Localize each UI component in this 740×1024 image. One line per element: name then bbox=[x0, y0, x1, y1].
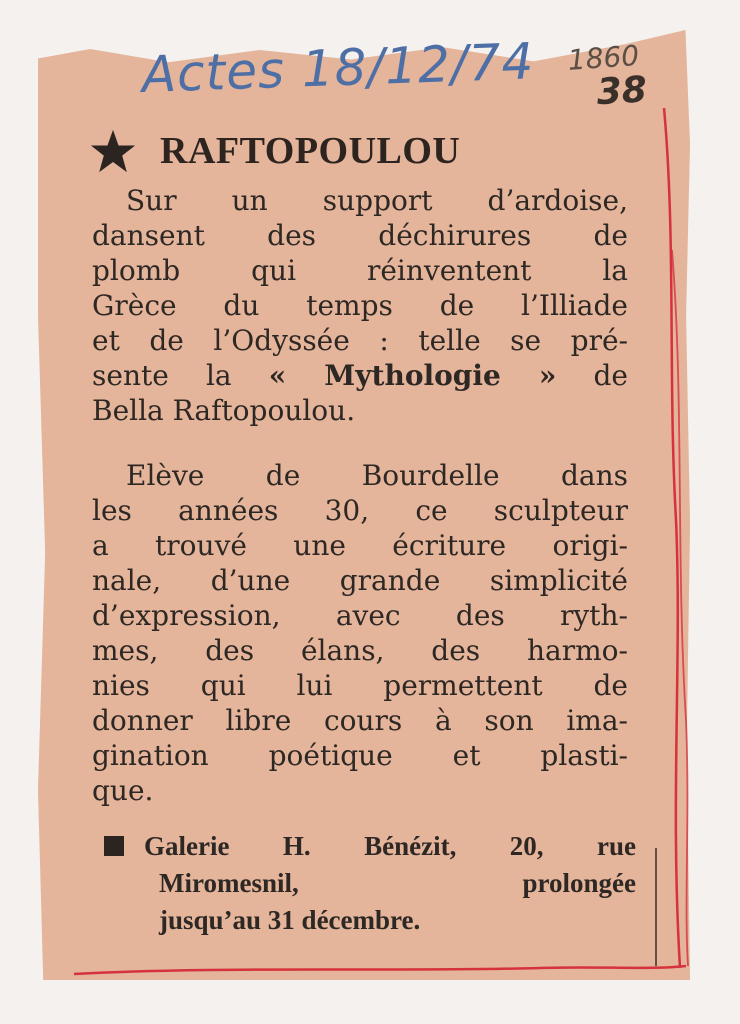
paragraph-line: mes, des élans, des harmo- bbox=[92, 634, 628, 667]
article-headline: RAFTOPOULOU bbox=[160, 130, 461, 172]
paragraph-line: Grèce du temps de l’Illiade bbox=[92, 289, 628, 322]
venue-line: jusqu’au 31 décembre. bbox=[159, 905, 421, 935]
exhibition-venue bbox=[104, 828, 636, 939]
paragraph-text: de bbox=[556, 359, 628, 392]
paragraph-line: nies qui lui permettent de bbox=[92, 669, 628, 702]
handwritten-date-note: Actes 18/12/74 bbox=[140, 32, 536, 104]
headline-row bbox=[90, 125, 610, 177]
article-paragraph-2 bbox=[92, 458, 628, 808]
venue-line: Miromesnil, prolongée bbox=[159, 868, 636, 898]
artwork-title: « Mythologie » bbox=[268, 359, 557, 392]
paragraph-line: dansent des déchirures de bbox=[92, 219, 628, 252]
paragraph-line: d’expression, avec des ryth- bbox=[92, 599, 628, 632]
paragraph-line: plomb qui réinventent la bbox=[92, 254, 628, 287]
article-paragraph-1 bbox=[92, 183, 628, 428]
paragraph-line: que. bbox=[92, 774, 154, 807]
pencil-reference-code: 1860 bbox=[566, 38, 641, 77]
paragraph-line: Bella Raftopoulou. bbox=[92, 394, 356, 427]
square-bullet-icon bbox=[104, 836, 124, 856]
pencil-reference-number: 38 bbox=[595, 69, 648, 114]
paragraph-text: sente la bbox=[92, 359, 269, 392]
paragraph-line: nale, d’une grande simplicité bbox=[92, 564, 628, 597]
paragraph-line: les années 30, ce sculpteur bbox=[92, 494, 628, 527]
venue-line bbox=[104, 828, 636, 865]
star-icon bbox=[90, 128, 136, 174]
paragraph-line: Sur un support d’ardoise, bbox=[126, 184, 628, 217]
paragraph-line: gination poétique et plasti- bbox=[92, 739, 628, 772]
paragraph-line: a trouvé une écriture origi- bbox=[92, 529, 628, 562]
paragraph-line-mixed bbox=[92, 358, 628, 393]
paragraph-line: et de l’Odyssée : telle se pré- bbox=[92, 324, 628, 357]
venue-text: Galerie H. Bénézit, 20, rue bbox=[144, 831, 636, 861]
paragraph-line: Elève de Bourdelle dans bbox=[126, 459, 628, 492]
paragraph-line: donner libre cours à son ima- bbox=[92, 704, 628, 737]
